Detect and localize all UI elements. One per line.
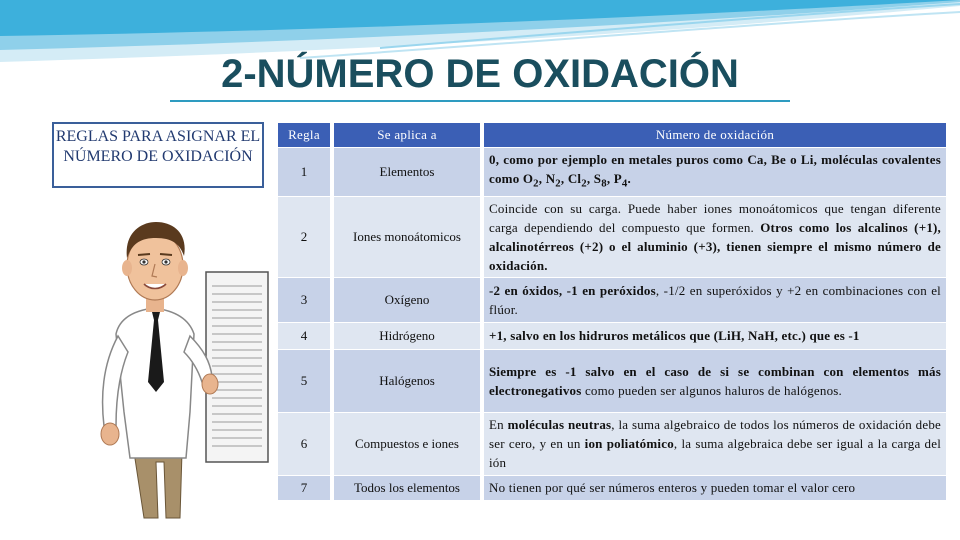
rule-number: 1: [278, 148, 330, 196]
rule-applies-to: Oxígeno: [334, 278, 480, 322]
rule-applies-to: Todos los elementos: [334, 476, 480, 500]
rule-applies-to: Compuestos e iones: [334, 413, 480, 475]
rule-description: No tienen por qué ser números enteros y pueden tomar el valor cero: [484, 476, 946, 500]
rule-description: +1, salvo en los hidruros metálicos que (LiH, NaH, etc.) que es -1: [484, 323, 946, 349]
presenter-figure: [94, 212, 274, 522]
table-row: [278, 197, 946, 277]
rule-description: Coincide con su carga. Puede haber iones monoátomicos que tengan diferente carga dependiendo del compuesto que formen. Otros como los alcalinos (+1), alcalinotérreos (+2) o el aluminio (+3), tienen siempre el mismo número de oxidación.: [484, 197, 946, 277]
page-title: 2-NÚMERO DE OXIDACIÓN: [221, 52, 739, 96]
header-oxidation-number: Número de oxidación: [484, 123, 946, 147]
rule-applies-to: Hidrógeno: [334, 323, 480, 349]
rule-description: -2 en óxidos, -1 en peróxidos, -1/2 en superóxidos y +2 en combinaciones con el flúor.: [484, 278, 946, 322]
oxidation-rules-table: [274, 122, 950, 501]
rule-number: 4: [278, 323, 330, 349]
rule-number: 6: [278, 413, 330, 475]
header-rule: Regla: [278, 123, 330, 147]
rules-heading-box: REGLAS PARA ASIGNAR EL NÚMERO DE OXIDACIÓN: [52, 122, 264, 188]
rule-number: 2: [278, 197, 330, 277]
table-row: [278, 148, 946, 196]
rule-applies-to: Iones monoátomicos: [334, 197, 480, 277]
title-underline: [170, 100, 790, 102]
rule-description: 0, como por ejemplo en metales puros como Ca, Be o Li, moléculas covalentes como $O_2$, $N_2$, $Cl_2$, $S_8$, $P_4$.: [484, 148, 946, 196]
rule-number: 3: [278, 278, 330, 322]
rule-applies-to: Halógenos: [334, 350, 480, 412]
rule-description: En moléculas neutras, la suma algebraico de todos los números de oxidación debe ser cero, y en un ion poliatómico, la suma algebraica debe ser igual a la carga del ión: [484, 413, 946, 475]
rule-number: 5: [278, 350, 330, 412]
rule-applies-to: Elementos: [334, 148, 480, 196]
rule-number: 7: [278, 476, 330, 500]
rule-description: Siempre es -1 salvo en el caso de si se combinan con elementos más electronegativos como pueden ser algunos haluros de halógenos.: [484, 350, 946, 412]
header-applies-to: Se aplica a: [334, 123, 480, 147]
table-row: [278, 350, 946, 412]
table-row: [278, 476, 946, 500]
table-header-row: [278, 123, 946, 147]
table-row: [278, 413, 946, 475]
table-row: [278, 323, 946, 349]
table-row: [278, 278, 946, 322]
